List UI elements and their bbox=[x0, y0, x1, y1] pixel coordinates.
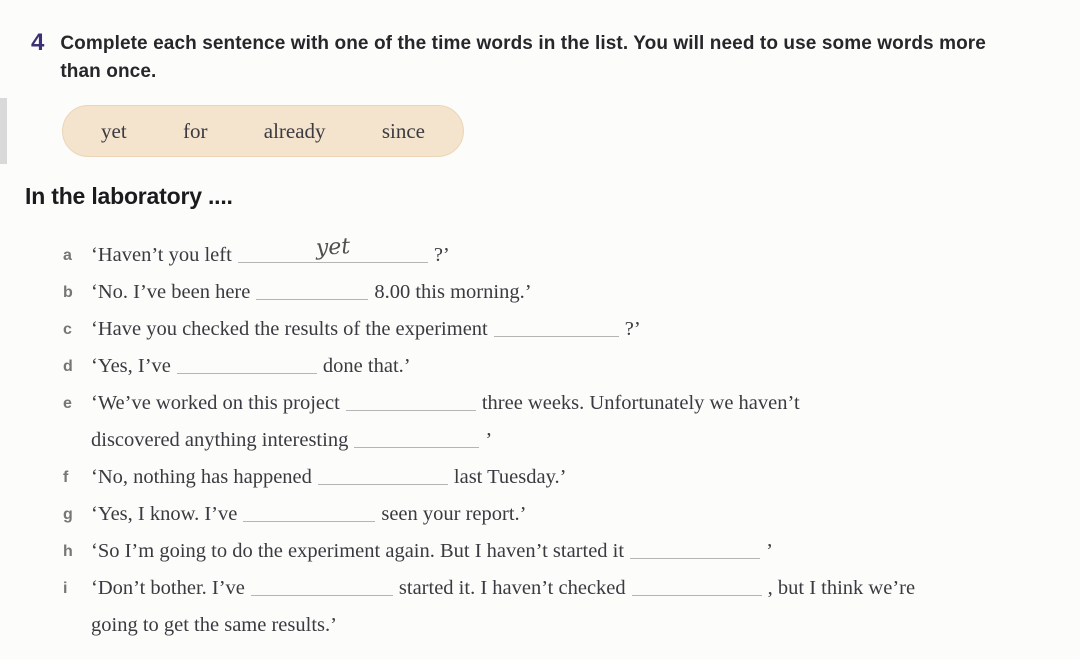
word-bank bbox=[62, 105, 464, 157]
sentence-item bbox=[63, 311, 1038, 348]
item-letter: i bbox=[63, 580, 68, 597]
sentence-list bbox=[63, 234, 1038, 644]
sentence-item bbox=[63, 570, 1038, 644]
sentence-fragment: going to get the same results.’ bbox=[91, 614, 337, 636]
sentence-text bbox=[91, 533, 773, 570]
sentence-fragment: started it. I haven’t checked bbox=[398, 577, 626, 599]
sentence-text bbox=[91, 311, 641, 348]
exercise-instruction: Complete each sentence with one of the time words in the list. You will need to use some words more than once. bbox=[60, 33, 986, 82]
sentence-item bbox=[63, 274, 1038, 311]
sentence-fragment: ‘Have you checked the results of the experiment bbox=[91, 318, 488, 340]
answer-blank bbox=[177, 356, 317, 374]
exercise-header bbox=[31, 30, 1031, 86]
sentence-item bbox=[63, 348, 1038, 385]
word-bank-word: already bbox=[263, 118, 326, 143]
item-letter: c bbox=[63, 321, 72, 338]
handwritten-answer: yet bbox=[315, 234, 351, 261]
sentence-item bbox=[63, 533, 1038, 570]
sentence-text bbox=[91, 234, 450, 274]
sentence-fragment: ‘Haven’t you left bbox=[91, 244, 232, 266]
sentence-fragment: three weeks. Unfortunately we haven’t bbox=[481, 392, 800, 414]
sentence-fragment: ’ bbox=[485, 429, 493, 451]
sentence-fragment: ’ bbox=[766, 540, 773, 562]
sentence-fragment: ‘Yes, I’ve bbox=[91, 355, 171, 377]
sentence-fragment: ?’ bbox=[433, 244, 450, 266]
sentence-fragment: ‘No. I’ve been here bbox=[91, 281, 251, 303]
sentence-text bbox=[91, 385, 800, 459]
sentence-fragment: ‘So I’m going to do the experiment again. But I haven’t started it bbox=[91, 540, 625, 562]
answer-blank bbox=[318, 467, 448, 485]
sentence-text bbox=[91, 459, 566, 496]
sentence-fragment: , but I think we’re bbox=[767, 577, 916, 599]
word-bank-word: since bbox=[381, 118, 425, 143]
item-letter: a bbox=[63, 247, 72, 264]
answer-blank bbox=[630, 541, 760, 559]
exercise-number: 4 bbox=[31, 29, 45, 56]
word-bank-word: yet bbox=[101, 118, 127, 143]
sentence-fragment: last Tuesday.’ bbox=[453, 466, 567, 488]
answer-blank bbox=[251, 578, 393, 596]
sentence-fragment: seen your report.’ bbox=[381, 503, 527, 525]
scan-artifact bbox=[0, 98, 7, 164]
answer-blank bbox=[243, 504, 375, 522]
sentence-fragment: ‘Yes, I know. I’ve bbox=[91, 503, 238, 525]
sentence-fragment: ?’ bbox=[624, 318, 641, 340]
word-bank-word: for bbox=[182, 118, 208, 143]
sentence-fragment: discovered anything interesting bbox=[91, 429, 349, 451]
sentence-item bbox=[63, 234, 1038, 274]
sentence-text bbox=[91, 348, 411, 385]
item-letter: b bbox=[63, 284, 73, 301]
answer-blank bbox=[238, 234, 428, 263]
sentence-fragment: ‘We’ve worked on this project bbox=[91, 392, 340, 414]
item-letter: e bbox=[63, 395, 72, 412]
sentence-item bbox=[63, 496, 1038, 533]
sentence-item bbox=[63, 385, 1038, 459]
sentence-text bbox=[91, 570, 915, 644]
sentence-fragment: 8.00 this morning.’ bbox=[374, 281, 532, 303]
sentence-text bbox=[91, 496, 527, 533]
item-letter: d bbox=[63, 358, 73, 375]
sentence-fragment: ‘No, nothing has happened bbox=[91, 466, 312, 488]
item-letter: g bbox=[63, 506, 73, 523]
answer-blank bbox=[632, 578, 762, 596]
item-letter: h bbox=[63, 543, 73, 560]
sentence-fragment: ‘Don’t bother. I’ve bbox=[91, 577, 245, 599]
sentence-item bbox=[63, 459, 1038, 496]
answer-blank bbox=[346, 393, 476, 411]
sentence-text bbox=[91, 274, 532, 311]
item-letter: f bbox=[63, 469, 69, 486]
section-heading: In the laboratory .... bbox=[25, 183, 233, 209]
answer-blank bbox=[256, 282, 368, 300]
answer-blank bbox=[494, 319, 619, 337]
answer-blank bbox=[354, 430, 479, 448]
sentence-fragment: done that.’ bbox=[322, 355, 411, 377]
